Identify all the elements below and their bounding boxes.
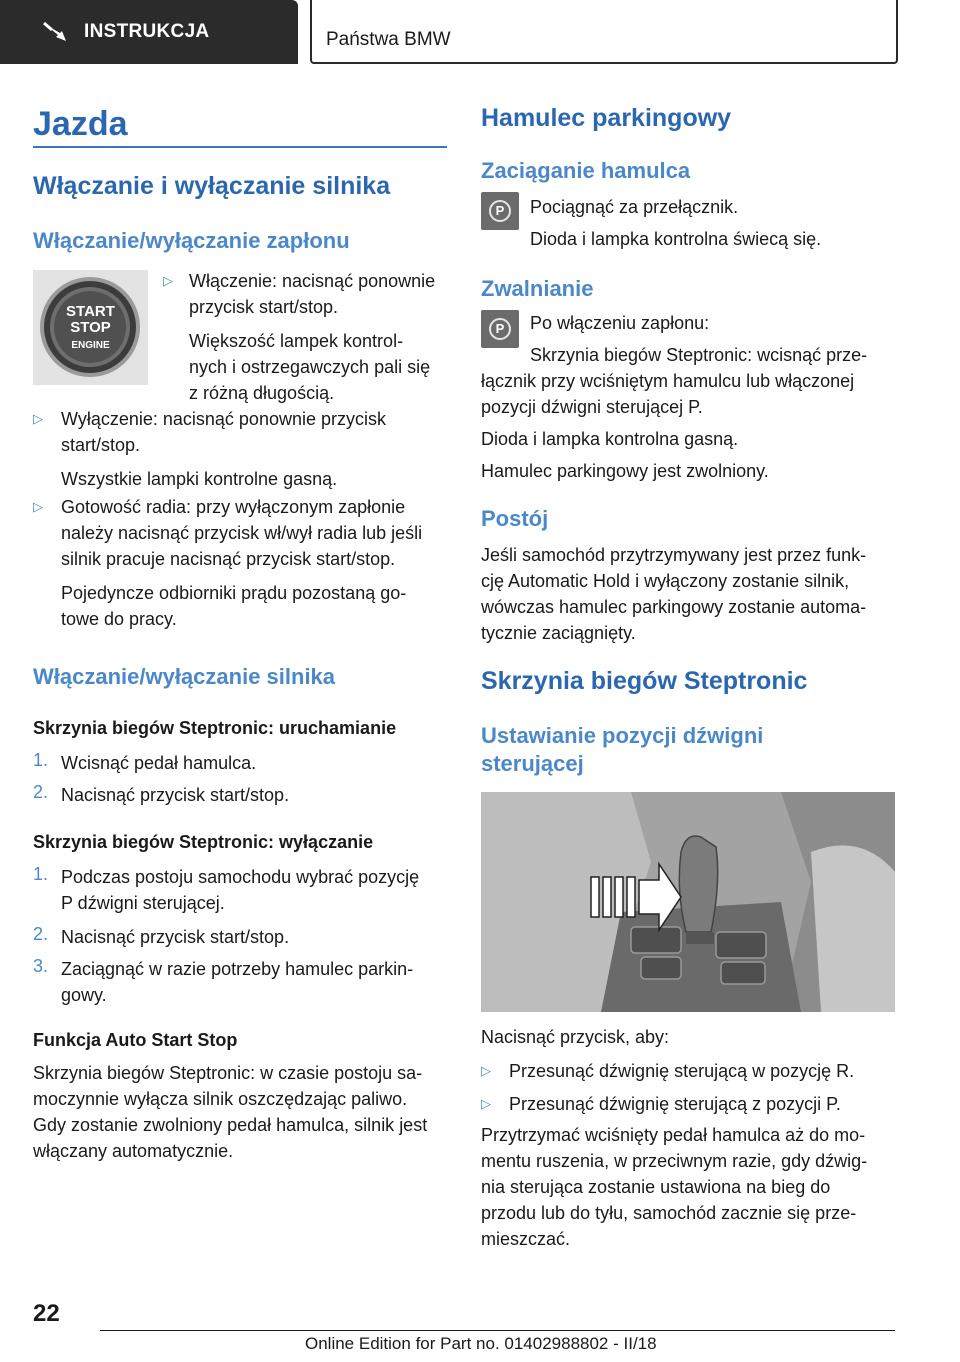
bullet-move-r: ▷ Przesunąć dźwignię sterującą w pozycję R. (481, 1061, 855, 1081)
page-header (0, 0, 960, 66)
steptronic-off-heading: Skrzynia biegów Steptronic: wyłączanie (33, 832, 374, 852)
stop-label: STOP (70, 319, 111, 336)
start-steps (33, 750, 453, 814)
list-item: 1. Wcisnąć pedał hamulca. (33, 750, 257, 773)
flag-icon (42, 21, 70, 43)
section-heading: Włączanie i wyłączanie silnika (33, 172, 391, 200)
gear-selector-illustration (481, 792, 895, 1012)
engine-label: ENGINE (71, 340, 110, 351)
triangle-bullet-icon: ▷ (163, 273, 173, 288)
subsection-heading: Zaciąganie hamulca (481, 158, 691, 183)
triangle-bullet-icon: ▷ (33, 499, 43, 514)
triangle-bullet-icon: ▷ (33, 411, 43, 426)
vehicle-label: Państwa BMW (326, 29, 451, 50)
auto-start-stop-paragraph: Skrzynia biegów Steptronic: w czasie postoju sa- moczynnie wyłącza silnik oszczędzając paliwo. Gdy zostanie zwolniony pedał hamulca, silnik jest włączany automatycznie. (33, 1063, 428, 1161)
final-paragraph: Przytrzymać wciśnięty pedał hamulca aż do mo- mentu ruszenia, w przeciwnym razie, gdy dźwig- nia sterująca zostanie ustawiona na bieg do przodu lub do tyłu, samochód zacznie się prze- mieszczać. (481, 1125, 868, 1249)
pull-text: Pociągnąć za przełącznik. Dioda i lampka kontrolna świecą się. (530, 197, 822, 249)
subsection-heading: Postój (481, 506, 549, 531)
auto-start-stop-heading: Funkcja Auto Start Stop (33, 1030, 238, 1050)
release-text-2: łącznik przy wciśniętym hamulcu lub włączonej pozycji dźwigni sterującej P. Dioda i lampka kontrolna gasną. Hamulec parkingowy jest zwolniony. (481, 371, 855, 481)
instructions-label: INSTRUKCJA (84, 21, 210, 42)
footer-divider (100, 1330, 895, 1331)
list-item: 3. Zaciągnąć w razie potrzeby hamulec parkin- gowy. (33, 956, 414, 1005)
page-title: Jazda (33, 105, 128, 143)
bullet-ignition-off: ▷ Wyłączenie: nacisnąć ponownie przycisk start/stop. Wszystkie lampki kontrolne gasną. (33, 409, 386, 489)
start-label: START (66, 303, 115, 320)
bullet-radio-ready: ▷ Gotowość radia: przy wyłączonym zapłonie należy nacisnąć przycisk wł/wył radia lub jeśli silnik pracuje nacisnąć przycisk start/stop. Pojedyncze odbiorniki prądu pozostaną go- towe do pracy. (33, 497, 423, 629)
after-image-text: Nacisnąć przycisk, aby: (481, 1027, 670, 1047)
parking-brake-icon: P (481, 192, 519, 230)
subsection-heading: Włączanie/wyłączanie zapłonu (33, 228, 350, 253)
vehicle-tab[interactable] (310, 0, 898, 64)
list-item: 1. Podczas postoju samochodu wybrać pozycję P dźwigni sterującej. (33, 864, 420, 913)
steptronic-start-heading: Skrzynia biegów Steptronic: uruchamianie (33, 718, 397, 738)
instructions-tab[interactable] (0, 0, 298, 64)
page-number: 22 (33, 1300, 60, 1327)
triangle-bullet-icon: ▷ (481, 1096, 491, 1111)
section-heading: Hamulec parkingowy (481, 104, 732, 132)
section-heading: Skrzynia biegów Steptronic (481, 667, 808, 695)
list-item: 2. Nacisnąć przycisk start/stop. (33, 782, 290, 805)
triangle-bullet-icon: ▷ (481, 1063, 491, 1078)
stop-paragraph: Jeśli samochód przytrzymywany jest przez funk- cję Automatic Hold i wyłączony zostanie silnik, wówczas hamulec parkingowy zostanie automa- tycznie zaciągnięty. (481, 545, 867, 643)
edition-text: Online Edition for Part no. 01402988802 - II/18 (305, 1334, 657, 1353)
parking-brake-icon: P (481, 310, 519, 348)
bullet-move-p: ▷ Przesunąć dźwignię sterującą z pozycji P. (481, 1094, 841, 1114)
subsection-heading: Włączanie/wyłączanie silnika (33, 664, 336, 689)
subsection-heading: Zwalnianie (481, 276, 594, 301)
list-item: 2. Nacisnąć przycisk start/stop. (33, 924, 290, 947)
title-divider (33, 146, 447, 148)
subsection-heading: Ustawianie pozycji dźwigni sterującej (481, 723, 764, 776)
gear-selector-image (481, 792, 895, 1012)
release-text-1: Po włączeniu zapłonu: Skrzynia biegów Steptronic: wcisnąć prze- (530, 313, 868, 365)
off-steps (33, 864, 453, 1016)
bullet-ignition-on: ▷ Włączenie: nacisnąć ponownie przycisk start/stop. Większość lampek kontrol- nych i ostrzegawczych pali się z różną długością. (163, 271, 436, 403)
start-stop-image (33, 270, 148, 385)
